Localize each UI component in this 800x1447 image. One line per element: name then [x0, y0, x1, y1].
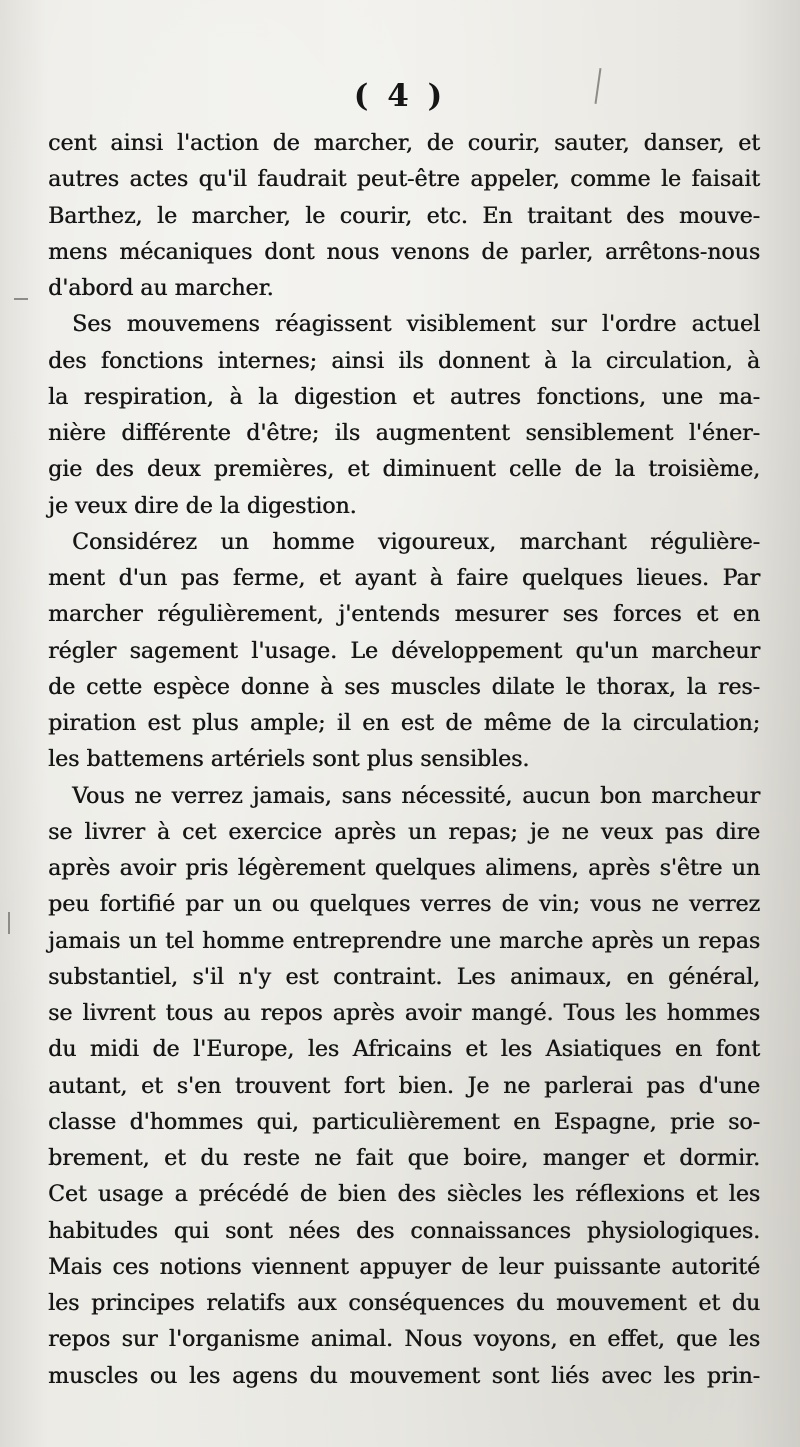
- text-line: d'abord au marcher.: [48, 276, 274, 301]
- text-line: jamais un tel homme entreprendre une marche après un repas: [48, 928, 760, 954]
- text-line: la respiration, à la digestion et autres fonctions, une ma-: [48, 384, 760, 410]
- text-line: les principes relatifs aux conséquences du mouvement et du: [48, 1291, 760, 1316]
- text-line: marcher régulièrement, j'entends mesurer ses forces et en: [48, 602, 760, 628]
- text-line: nière différente d'être; ils augmentent sensiblement l'éner-: [48, 421, 760, 446]
- text-line: autres actes qu'il faudrait peut-être appeler, comme le faisait: [48, 167, 760, 193]
- page-number: ( 4 ): [353, 78, 447, 114]
- text-line: Cet usage a précédé de bien des siècles les réflexions et les: [48, 1182, 760, 1208]
- text-line: peu fortifié par un ou quelques verres de vin; vous ne verrez: [48, 892, 760, 918]
- text-line: après avoir pris légèrement quelques alimens, après s'être un: [48, 856, 760, 881]
- text-line: Ses mouvemens réagissent visiblement sur l'ordre actuel: [72, 312, 760, 338]
- text-line: repos sur l'organisme animal. Nous voyons, en effet, que les: [48, 1327, 760, 1353]
- text-line: mens mécaniques dont nous venons de parler, arrêtons-nous: [48, 239, 760, 265]
- text-line: Mais ces notions viennent appuyer de leur puissante autorité: [48, 1254, 760, 1280]
- text-line: Vous ne verrez jamais, sans nécessité, aucun bon marcheur: [72, 783, 760, 809]
- text-line: Considérez un homme vigoureux, marchant régulière-: [72, 529, 760, 555]
- text-line: substantiel, s'il n'y est contraint. Les animaux, en général,: [48, 964, 760, 990]
- text-line: de cette espèce donne à ses muscles dilate le thorax, la res-: [48, 674, 760, 700]
- text-line: habitudes qui sont nées des connaissances physiologiques.: [48, 1218, 760, 1244]
- text-line: régler sagement l'usage. Le développement qu'un marcheur: [48, 638, 760, 664]
- text-line: classe d'hommes qui, particulièrement en Espagne, prie so-: [48, 1109, 760, 1135]
- text-line: cent ainsi l'action de marcher, de courir, sauter, danser, et: [48, 131, 760, 156]
- text-line: piration est plus ample; il en est de même de la circulation;: [48, 711, 760, 736]
- text-line: ment d'un pas ferme, et ayant à faire quelques lieues. Par: [48, 566, 760, 591]
- text-line: autant, et s'en trouvent fort bien. Je ne parlerai pas d'une: [48, 1073, 760, 1099]
- margin-mark: [14, 298, 28, 300]
- text-line: Barthez, le marcher, le courir, etc. En traitant des mouve-: [48, 203, 760, 229]
- text-line: se livrer à cet exercice après un repas; je ne veux pas dire: [48, 819, 760, 845]
- text-line: des fonctions internes; ainsi ils donnent à la circulation, à: [48, 348, 760, 374]
- margin-mark: [8, 912, 10, 934]
- body-text: [48, 126, 760, 1395]
- text-line: brement, et du reste ne fait que boire, manger et dormir.: [48, 1146, 760, 1171]
- text-line: gie des deux premières, et diminuent celle de la troisième,: [48, 457, 760, 483]
- text-line: du midi de l'Europe, les Africains et les Asiatiques en font: [48, 1037, 760, 1063]
- text-line: je veux dire de la digestion.: [48, 493, 357, 519]
- text-line: se livrent tous au repos après avoir mangé. Tous les hommes: [48, 1001, 760, 1026]
- text-line: muscles ou les agens du mouvement sont liés avec les prin-: [48, 1363, 760, 1389]
- text-line: les battemens artériels sont plus sensibles.: [48, 747, 530, 773]
